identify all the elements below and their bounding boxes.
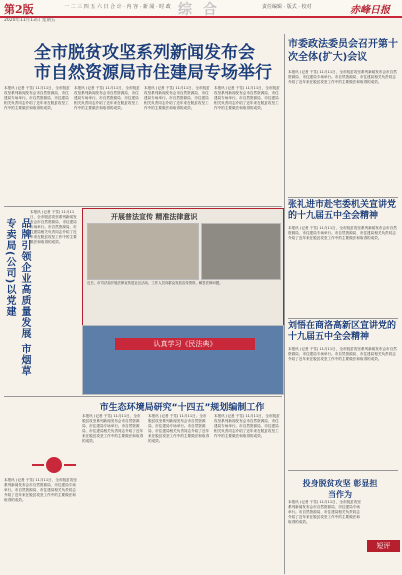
event-photo-1 <box>87 223 199 280</box>
middle-headline: 市生态环境局研究“十四五”规划编制工作 <box>99 403 265 413</box>
right-divider-1 <box>288 197 398 198</box>
middle-body-col3: 本报讯 (记者 于雪) 11月11日，全市脱贫攻坚系列新闻发布会市自然资源局、市住建局专场举行。市自然资源局、市住建局相关负责同志介绍了近年来在脱贫攻坚工作中的主要做法和取得的成效。 <box>214 414 280 438</box>
story3-body: 本报讯 (记者 于雪) 11月11日，全市脱贫攻坚系列新闻发布会市自然资源局、市住建局专场举行。市自然资源局、市住建局相关负责同志介绍了近年来在脱贫攻坚工作中的主要做法和取得的成效。 <box>288 347 397 361</box>
newspaper-logo: 赤峰日报 <box>350 5 390 16</box>
lead-headline-line2: 市自然资源局市住建局专场举行 <box>34 63 272 83</box>
section-nav: 一 二 三 四 五 六 日 合 计 · 内 容 · 新 闻 · 时 政 <box>64 4 171 10</box>
lead-headline-line1: 全市脱贫攻坚系列新闻发布会 <box>34 43 255 63</box>
lead-body-col2: 本报讯 (记者 于雪) 11月11日，全市脱贫攻坚系列新闻发布会市自然资源局、市住建局专场举行。市自然资源局、市住建局相关负责同志介绍了近年来在脱贫攻坚工作中的主要做法和取得的成效。 <box>74 86 140 110</box>
lead-body-col1: 本报讯 (记者 于雪) 11月11日，全市脱贫攻坚系列新闻发布会市自然资源局、市住建局专场举行。市自然资源局、市住建局相关负责同志介绍了近年来在脱贫攻坚工作中的主要做法和取得的成效。 <box>4 86 70 110</box>
right-divider-2 <box>288 318 398 319</box>
section-divider <box>4 206 282 207</box>
vertical-headline: 品牌引领企业高质量发展 市烟草专卖局(公司)以党建 <box>4 218 30 377</box>
right-body-1: 本报讯 (记者 于雪) 11月11日，全市脱贫攻坚系列新闻发布会市自然资源局、市住建局专场举行。市自然资源局、市住建局相关负责同志介绍了近年来在脱贫攻坚工作中的主要做法和取得的成效。 <box>288 70 397 84</box>
event-photo-2 <box>201 223 281 280</box>
left-bottom-body: 本报讯 (记者 于雪) 11月11日，全市脱贫攻坚系列新闻发布会市自然资源局、市住建局专场举行。市自然资源局、市住建局相关负责同志介绍了近年来在脱贫攻坚工作中的主要做法和取得的成效。 <box>4 478 77 502</box>
photo-red-banner: 认真学习《民法典》 <box>115 338 255 350</box>
story2-title: 张礼进市赴宅委机关宣讲党的十九届五中全会精神 <box>288 200 397 221</box>
masthead <box>0 0 402 18</box>
vertical-story-body: 本报讯 (记者 于雪) 11月11日，全市脱贫攻坚系列新闻发布会市自然资源局、市住建局专场举行。市自然资源局、市住建局相关负责同志介绍了近年来在脱贫攻坚工作中的主要做法和取得的成效。 <box>30 210 77 244</box>
lead-body-col4: 本报讯 (记者 于雪) 11月11日，全市脱贫攻坚系列新闻发布会市自然资源局、市住建局专场举行。市自然资源局、市住建局相关负责同志介绍了近年来在脱贫攻坚工作中的主要做法和取得的成效。 <box>214 86 280 110</box>
edition-meta: 责任编辑 · 版式 · 校对 <box>262 4 312 10</box>
bottom-title: 投身脱贫攻坚 彰显担当作为 <box>302 479 378 499</box>
story2-body: 本报讯 (记者 于雪) 11月11日，全市脱贫攻坚系列新闻发布会市自然资源局、市住建局专场举行。市自然资源局、市住建局相关负责同志介绍了近年来在脱贫攻坚工作中的主要做法和取得的成效。 <box>288 226 397 240</box>
story3-title: 刘悟在商洛高新区宣讲党的十九届五中全会精神 <box>288 321 397 342</box>
date-line: 2020年11月13日 星期五 <box>4 18 56 23</box>
group-photo <box>82 325 284 395</box>
right-headline: 市委政法委员会召开第十次全体(扩大)会议 <box>288 39 398 63</box>
section-divider-2 <box>4 396 282 397</box>
photo-banner: 开展普法宣传 精准法律意识 <box>111 212 198 221</box>
party-emblem <box>30 455 78 475</box>
photo-section <box>82 208 284 328</box>
photo-caption: 近日，市司法局开展法律宣传进社区活动，工作人员向群众发放宣传资料、解答法律问题。 <box>87 281 223 285</box>
section-title: 综 合 <box>178 2 220 18</box>
bottom-body: 本报讯 (记者 于雪) 11月11日，全市脱贫攻坚系列新闻发布会市自然资源局、市住建局专场举行。市自然资源局、市住建局相关负责同志介绍了近年来在脱贫攻坚工作中的主要做法和取得的成效。 <box>288 500 361 524</box>
middle-body-col1: 本报讯 (记者 于雪) 11月11日，全市脱贫攻坚系列新闻发布会市自然资源局、市住建局专场举行。市自然资源局、市住建局相关负责同志介绍了近年来在脱贫攻坚工作中的主要做法和取得的成效。 <box>82 414 144 443</box>
middle-body-col2: 本报讯 (记者 于雪) 11月11日，全市脱贫攻坚系列新闻发布会市自然资源局、市住建局专场举行。市自然资源局、市住建局相关负责同志介绍了近年来在脱贫攻坚工作中的主要做法和取得的成效。 <box>148 414 210 443</box>
column-divider <box>284 34 285 574</box>
right-divider-3 <box>288 470 398 471</box>
lead-body-col3: 本报讯 (记者 于雪) 11月11日，全市脱贫攻坚系列新闻发布会市自然资源局、市住建局专场举行。市自然资源局、市住建局相关负责同志介绍了近年来在脱贫攻坚工作中的主要做法和取得的成效。 <box>144 86 210 110</box>
commentary-badge: 短评 <box>367 540 400 552</box>
page-label: 第2版 <box>4 3 34 16</box>
